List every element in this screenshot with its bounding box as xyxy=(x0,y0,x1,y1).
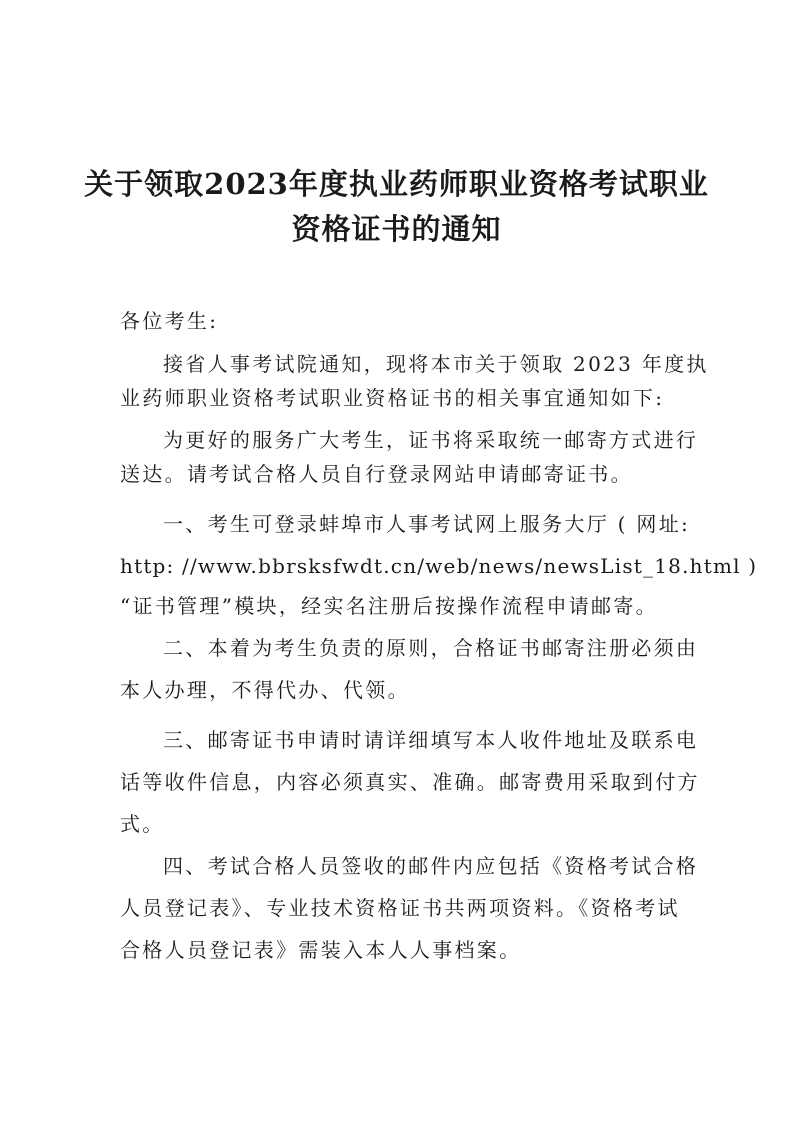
item-one-line-3: “证书管理”模块，经实名注册后按操作流程申请邮寄。 xyxy=(120,594,658,618)
notice-title-line-2: 资格证书的通知 xyxy=(291,212,502,246)
item-two-line-2: 本人办理，不得代办、代领。 xyxy=(120,678,410,702)
item-three-line-1: 三、邮寄证书申请时请详细填写本人收件地址及联系电 xyxy=(163,728,699,752)
paragraph-intro-line-2: 业药师职业资格考试职业资格证书的相关事宜通知如下: xyxy=(120,386,665,410)
item-one-url: http: //www.bbrsksfwdt.cn/web/news/newsList_18.html ) xyxy=(120,554,758,578)
item-three-line-2: 话等收件信息，内容必须真实、准确。邮寄费用采取到付方 xyxy=(120,770,700,794)
item-three-line-3: 式。 xyxy=(120,812,165,836)
notice-title-line-1: 关于领取2023年度执业药师职业资格考试职业 xyxy=(84,167,709,201)
item-four-line-2: 人员登记表》、专业技术资格证书共两项资料。《资格考试 xyxy=(120,896,680,920)
paragraph-delivery-line-2: 送达。请考试合格人员自行登录网站申请邮寄证书。 xyxy=(120,462,633,486)
item-two-line-1: 二、本着为考生负责的原则，合格证书邮寄注册必须由 xyxy=(163,636,699,660)
paragraph-delivery-line-1: 为更好的服务广大考生，证书将采取统一邮寄方式进行 xyxy=(163,428,699,452)
paragraph-intro-line-1: 接省人事考试院通知，现将本市关于领取 2023 年度执 xyxy=(163,352,709,376)
item-four-line-3: 合格人员登记表》需装入本人人事档案。 xyxy=(120,938,522,962)
item-one-line-1: 一、考生可登录蚌埠市人事考试网上服务大厅 ( 网址: xyxy=(163,512,691,536)
item-four-line-1: 四、考试合格人员签收的邮件内应包括《资格考试合格 xyxy=(163,854,699,878)
greeting: 各位考生: xyxy=(120,309,219,333)
